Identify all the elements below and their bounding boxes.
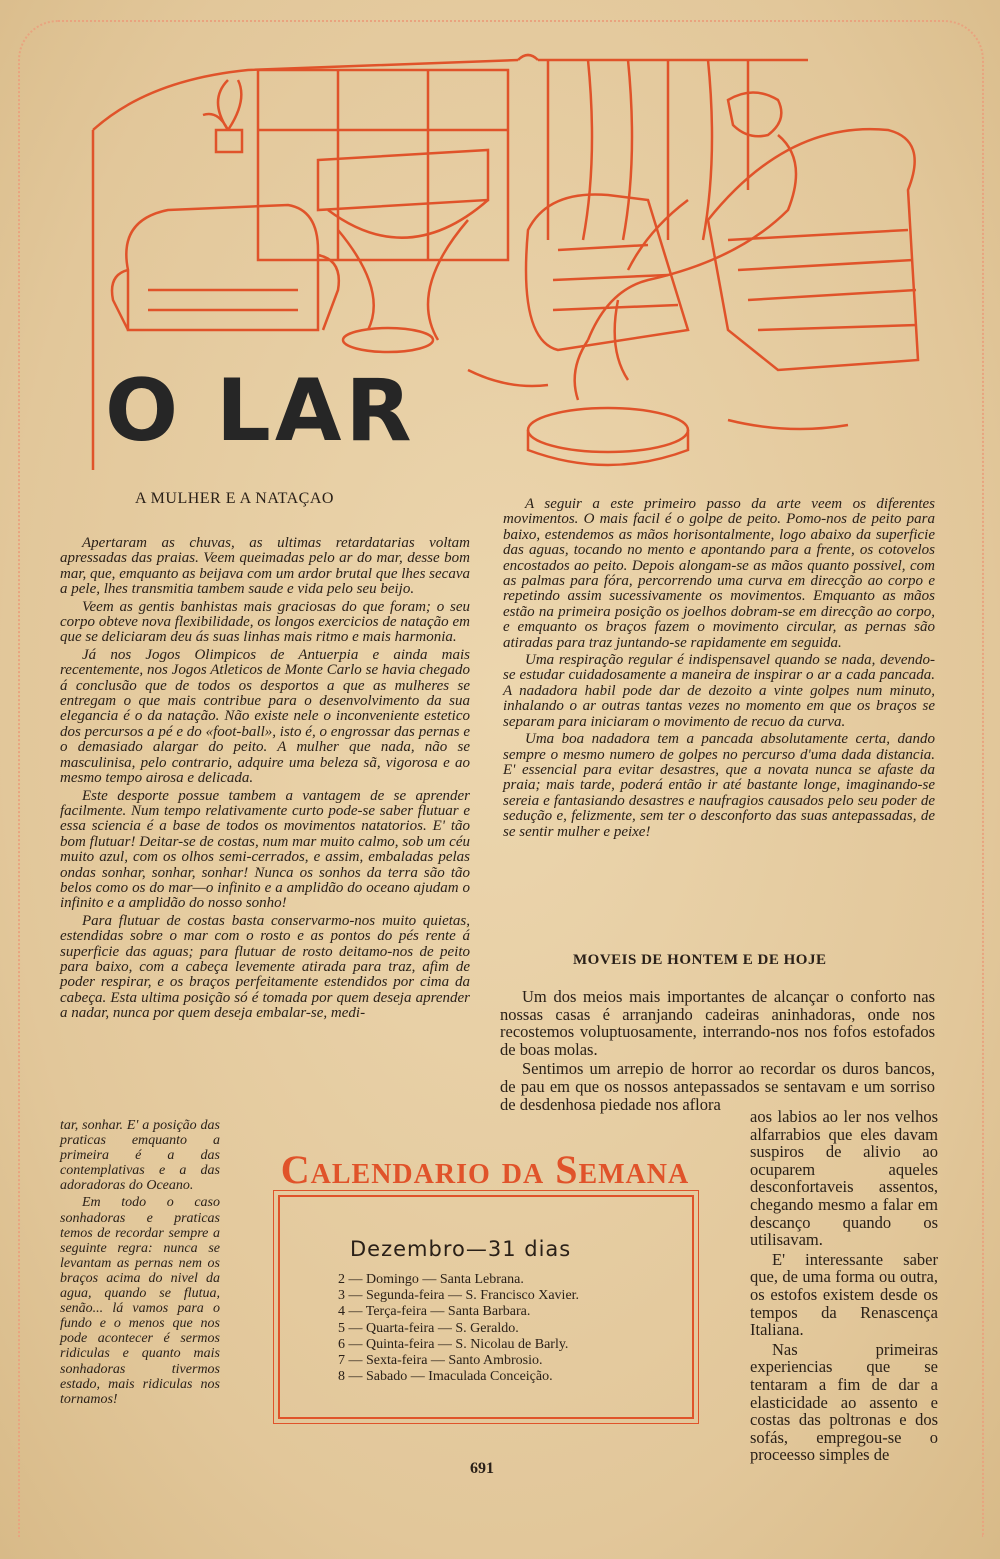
calendar-entry: 8 — Sabado — Imaculada Conceição. bbox=[338, 1369, 553, 1385]
paragraph: Este desporte possue tambem a vantagem de se aprender facilmente. Num tempo relativamente curto pode-se saber flutuar e essa sciencia é a base de todos os movimentos natatorios. E' tão bom flutuar! Deitar-se de costas, num mar muito calmo, sob um céu muito azul, com os olhos semi-cerrados, e assim, embaladas pelas ondas sonhar, sonhar, sonhar! Nunca os sonhos da terra são tão belos como os do mar—o infinito e a amplidão do oceano ajudam o infinito e a amplidão do nosso sonho! bbox=[60, 787, 470, 912]
calendar-month: Dezembro—31 dias bbox=[350, 1237, 572, 1261]
paragraph: Uma respiração regular é indispensavel quando se nada, devendo-se estudar cuidadosamente a maneira de inspirar o ar a cada pancada. A nadadora habil pode dar de dezoito a vinte golpes num minuto, inhalando o ar outras tantas vezes no momento em que os braços se separam para iniciaram o movimento de recuo da curva. bbox=[503, 652, 935, 730]
paragraph: Em todo o caso sonhadoras e praticas temos de recordar sempre a seguinte regra: nunca se levantam as pernas nem os braços acima do nivel da agua, quando se flutua, senão... lá vamos para o fundo e o menos que nos pode acontecer é sermos ridiculas e quanto mais sonhadoras tivermos estado, mais ridiculas nos tornamos! bbox=[60, 1195, 220, 1407]
article-heading-swimming: A MULHER E A NATAÇAO bbox=[135, 490, 334, 507]
article-column-left-narrow bbox=[60, 1118, 220, 1409]
paragraph: E' interessante saber que, de uma forma ou outra, os estofos existem desde os tempos da Renascença Italiana. bbox=[750, 1249, 938, 1340]
paragraph: Nas primeiras experiencias que se tentaram a fim de dar a elasticidade ao assento e costas das poltronas e dos sofás, empregou-se o proceesso simples de bbox=[750, 1339, 938, 1465]
article-column-right bbox=[503, 497, 935, 842]
paragraph: Uma boa nadadora tem a pancada absolutamente certa, dando sempre o mesmo numero de golpes no percurso d'uma dada distancia. E' essencial para evitar desastres, que a novata nunca se afaste da praia; mais tarde, poderá então ir até bastante longe, imaginando-se sereia e fantasiando desastres e naufragios causados pelo seu poder de sedução e, felizmente, sem ter o desconforto das suas antepassadas, de se sentir mulher e peixe! bbox=[503, 731, 935, 840]
paragraph: tar, sonhar. E' a posição das praticas emquanto a primeira é a das contemplativas e a das adoradoras do Oceano. bbox=[60, 1118, 220, 1194]
paragraph: Um dos meios mais importantes de alcançar o conforto nas nossas casas é arranjando cadeiras aninhadoras, onde nos recostemos voluptuosamente, interrando-nos nos fofos estofados de boas molas. bbox=[500, 987, 935, 1059]
article-column-left bbox=[60, 536, 470, 1024]
article-heading-furniture: MOVEIS DE HONTEM E DE HOJE bbox=[573, 952, 827, 968]
paragraph: Já nos Jogos Olimpicos de Antuerpia e ainda mais recentemente, nos Jogos Atleticos de Monte Carlo se havia chegado á conclusão que de todos os desportos a que as mulheres se entregam o que mais contribue para o desenvolvimento da sua elegancia é o da natação. Não existe nele o inconveniente estetico dos percursos a pé e do «foot-ball», isto é, o engrossar das pernas e o demasiado alargar do peito. A mulher que nada, não se masculinisa, pelo contrario, adquire uma beleza sã, vigorosa e ao mesmo tempo airosa e delicada. bbox=[60, 646, 470, 787]
paragraph: aos labios ao ler nos velhos alfarrabios que eles davam suspiros de alivio ao ocuparem aqueles desconfortaveis assentos, chegando mesmo a falar em descanço quando os utilisavam. bbox=[750, 1107, 938, 1250]
calendar-entry: 3 — Segunda-feira — S. Francisco Xavier. bbox=[338, 1288, 580, 1304]
page-number: 691 bbox=[470, 1460, 494, 1477]
furniture-column bbox=[500, 988, 935, 1115]
furniture-column-narrow bbox=[750, 1108, 938, 1466]
calendar-entry: 7 — Sexta-feira — Santo Ambrosio. bbox=[338, 1353, 543, 1369]
paragraph: Apertaram as chuvas, as ultimas retardatarias voltam apressadas das praias. Veem queimadas pelo ar do mar, desse bom mar, que, emquanto as beijava com um ardor brutal que lhes secava a pele, lhes transmitia tambem saude e vida pelo seu beijo. bbox=[60, 535, 470, 598]
paragraph: Sentimos um arrepio de horror ao recordar os duros bancos, de pau em que os nossos antepassados se sentavam e um sorriso de desdenhosa piedade nos aflora bbox=[500, 1059, 935, 1114]
calendar-box bbox=[278, 1195, 694, 1419]
paragraph: Veem as gentis banhistas mais graciosas do que foram; o seu corpo obteve nova flexibilidade, os longos exercicios de natação em que se deliciaram deu ás suas linhas mais ritmo e mais harmonia. bbox=[60, 598, 470, 646]
calendar-title: Calendario da Semana bbox=[280, 1147, 690, 1192]
paragraph: A seguir a este primeiro passo da arte veem os diferentes movimentos. O mais facil é o golpe de peito. Pomo-nos de peito para baixo, estendemos as mãos horisontalmente, logo abaixo da superficie das aguas, tocando no mento e apontando para a frente, os cotovelos encostados ao peito. Depois alongam-se as mãos quanto possivel, com as palmas para fóra, percorrendo uma curva em direcção ao corpo e repetindo assim sucessivamente os movimentos. Emquanto as mãos estão na primeira posição os joelhos dobram-se em direcção ao corpo, e emquanto os braços fazem o movimento circular, as pernas são atiradas para traz juntando-se rapidamente em seguida. bbox=[503, 496, 935, 651]
calendar-list bbox=[338, 1272, 579, 1385]
calendar-entry: 4 — Terça-feira — Santa Barbara. bbox=[338, 1304, 531, 1320]
page-title: O LAR bbox=[105, 361, 416, 461]
calendar-entry: 6 — Quinta-feira — S. Nicolau de Barly. bbox=[338, 1336, 569, 1352]
calendar-entry: 5 — Quarta-feira — S. Geraldo. bbox=[338, 1320, 519, 1336]
calendar-entry: 2 — Domingo — Santa Lebrana. bbox=[338, 1272, 524, 1287]
paragraph: Para flutuar de costas basta conservarmo-nos muito quietas, estendidas sobre o mar com o rosto e as pontos do pés rente á superficie das aguas; para flutuar de rosto deitamo-nos de peito para baixo, com a cabeça levemente atirada para traz, afim de poder respirar, e os braços perfeitamente estendidos por cima da cabeça. Esta ultima posição só é tomada por quem deseja aprender a nadar, nunca por quem deseja embalar-se, medi- bbox=[60, 912, 470, 1022]
